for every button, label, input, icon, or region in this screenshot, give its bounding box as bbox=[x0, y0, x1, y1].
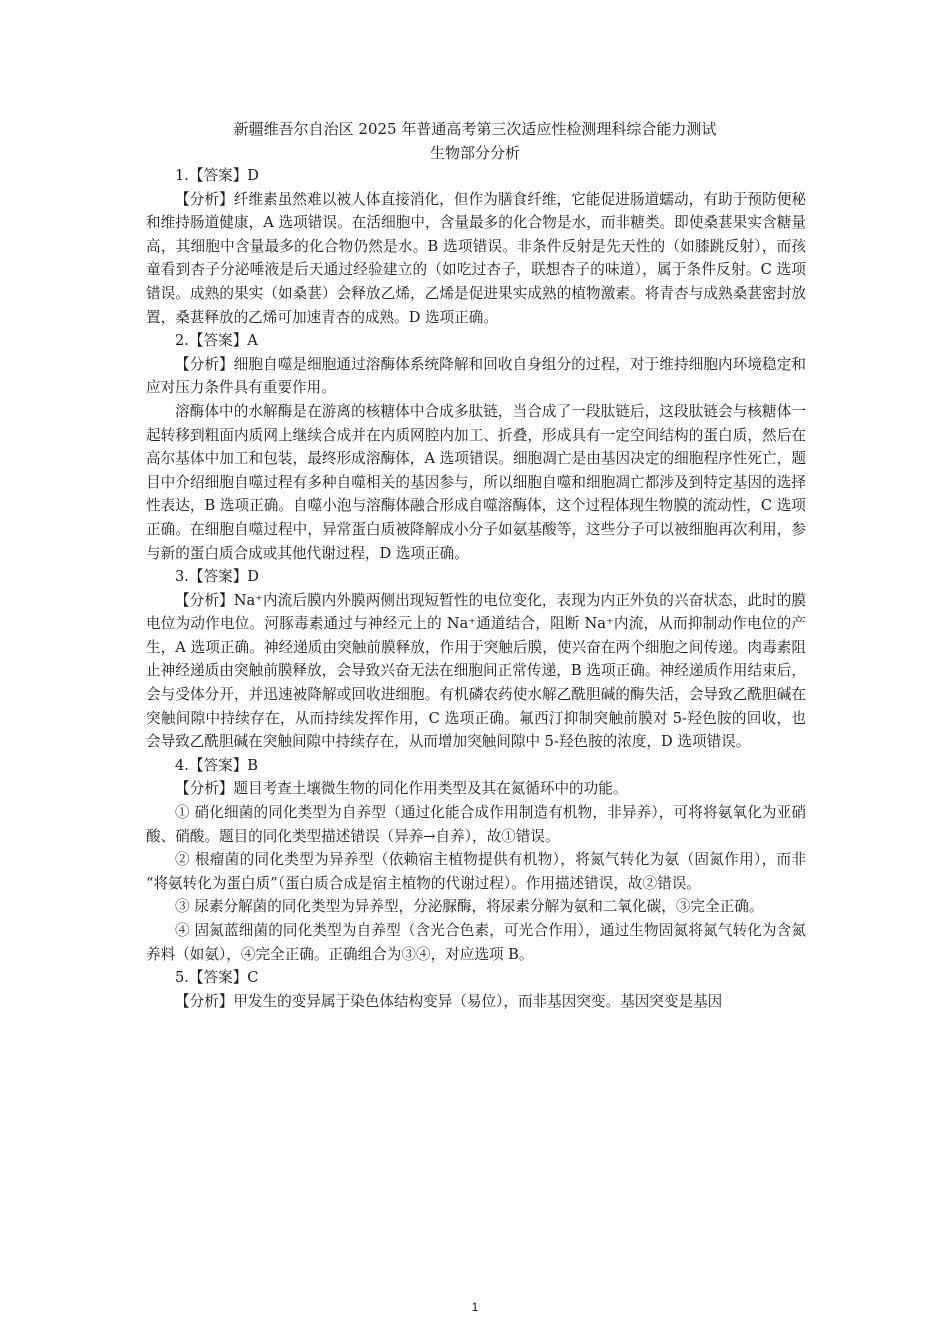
analysis-4-item-4: ④ 固氮蓝细菌的同化类型为自养型（含光合色素，可光合作用），通过生物固氮将氮气转化为含氮养料（如氨），④完全正确。正确组合为③④，对应选项 B。 bbox=[146, 922, 806, 963]
analysis-4-item-2: ② 根瘤菌的同化类型为异养型（依赖宿主植物提供有机物），将氮气转化为氨（固氮作用），而非 “将氨转化为蛋白质”（蛋白质合成是宿主植物的代谢过程）。作用描述错误，故②错误。 bbox=[146, 851, 806, 892]
analysis-3: 【分析】Na⁺内流后膜内外膜两侧出现短暂性的电位变化，表现为内正外负的兴奋状态，此时的膜电位为动作电位。河豚毒素通过与神经元上的 Na⁺通道结合，阻断 Na⁺内流，从而抑制动作电位的产生，A 选项正确。神经递质由突触前膜释放，作用于突触后膜，使兴奋在两个细胞之间传递。肉毒素阻止神经递质由突触前膜释放，会导致兴奋无法在细胞间正常传递，B 选项正确。神经递质作用结束后，会与受体分开，并迅速被降解或回收进细胞。有机磷农药使水解乙酰胆碱的酶失活，会导致乙酰胆碱在突触间隙中持续存在，从而持续发挥作用，C 选项正确。氟西汀抑制突触前膜对 5-羟色胺的回收，也会导致乙酰胆碱在突触间隙中持续存在，从而增加突触间隙中 5-羟色胺的浓度，D 选项错误。 bbox=[146, 591, 806, 751]
answer-2: 2.【答案】A bbox=[175, 332, 258, 350]
analysis-1: 【分析】纤维素虽然难以被人体直接消化，但作为膳食纤维，它能促进肠道蠕动，有助于预防便秘和维持肠道健康，A 选项错误。在活细胞中，含量最多的化合物是水，而非糖类。即使桑葚果实含糖量高，其细胞中含量最多的化合物仍然是水。B 选项错误。非条件反射是先天性的（如膝跳反射），而孩童看到杏子分泌唾液是后天通过经验建立的（如吃过杏子，联想杏子的味道），属于条件反射。C 选项错误。成熟的果实（如桑葚）会释放乙烯，乙烯是促进果实成熟的植物激素。将青杏与成熟桑葚密封放置，桑葚释放的乙烯可加速青杏的成熟。D 选项正确。 bbox=[146, 190, 806, 326]
answer-1: 1.【答案】D bbox=[175, 167, 259, 184]
analysis-5: 【分析】甲发生的变异属于染色体结构变异（易位），而非基因突变。基因突变是基因 bbox=[175, 992, 723, 1010]
analysis-4-item-3: ③ 尿素分解菌的同化类型为异养型，分泌脲酶，将尿素分解为氨和二氧化碳，③完全正确。 bbox=[175, 898, 764, 916]
answer-5: 5.【答案】C bbox=[175, 969, 259, 987]
answer-4: 4.【答案】B bbox=[175, 756, 259, 774]
document-title: 新疆维吾尔自治区 2025 年普通高考第三次适应性检测理科综合能力测试 bbox=[233, 120, 717, 138]
analysis-2: 【分析】细胞自噬是细胞通过溶酶体系统降解和回收自身组分的过程，对于维持细胞内环境稳定和应对压力条件具有重要作用。 bbox=[146, 355, 806, 397]
analysis-4: 【分析】题目考查土壤微生物的同化作用类型及其在氮循环中的功能。 bbox=[175, 780, 628, 798]
page-number: 1 bbox=[471, 1300, 479, 1314]
document-body bbox=[146, 164, 806, 1013]
document-subtitle: 生物部分分析 bbox=[429, 144, 520, 162]
analysis-2-detail: 溶酶体中的水解酶是在游离的核糖体中合成多肽链，当合成了一段肽链后，这段肽链会与核糖体一起转移到粗面内质网上继续合成并在内质网腔内加工、折叠，形成具有一定空间结构的蛋白质，然后在高尔基体中加工和包装，最终形成溶酶体，A 选项错误。细胞凋亡是由基因决定的细胞程序性死亡，题目中介绍细胞自噬过程有多种自噬相关的基因参与，所以细胞自噬和细胞凋亡都涉及到特定基因的选择性表达，B 选项正确。自噬小泡与溶酶体融合形成自噬溶酶体，这个过程体现生物膜的流动性，C 选项正确。在细胞自噬过程中，异常蛋白质被降解成小分子如氨基酸等，这些分子可以被细胞再次利用，参与新的蛋白质合成或其他代谢过程，D 选项正确。 bbox=[146, 402, 806, 562]
answer-3: 3.【答案】D bbox=[175, 568, 259, 586]
analysis-4-item-1: ① 硝化细菌的同化类型为自养型（通过化能合成作用制造有机物，非异养），可将将氨氧化为亚硝酸、硝酸。题目的同化类型描述错误（异养→自养），故①错误。 bbox=[146, 804, 806, 845]
